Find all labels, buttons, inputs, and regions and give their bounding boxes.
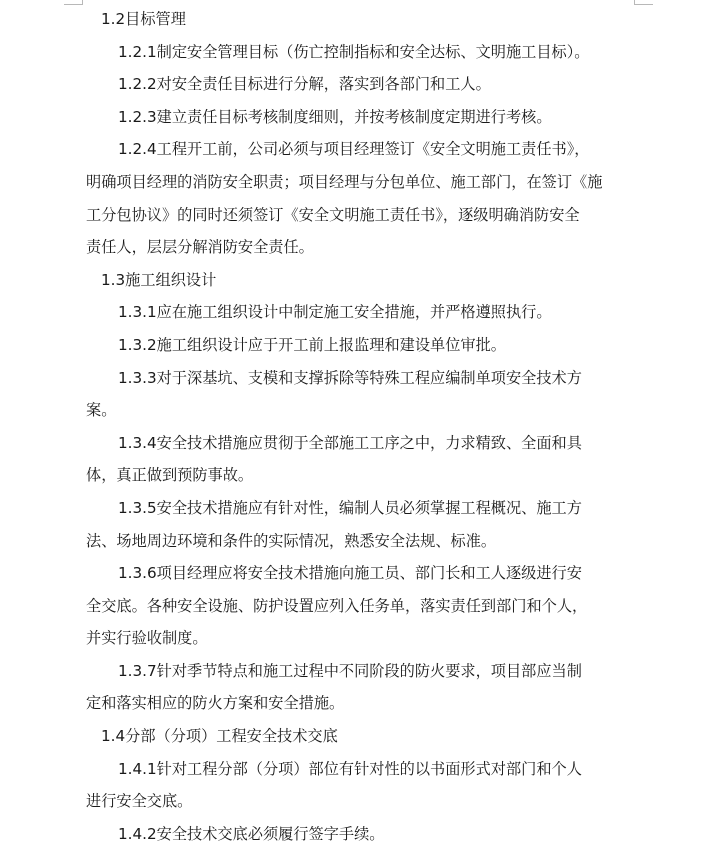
paragraph-line: 法、场地周边环境和条件的实际情况，熟悉安全法规、标准。: [86, 531, 497, 550]
paragraph-line: 1.2.3建立责任目标考核制度细则，并按考核制度定期进行考核。: [118, 107, 552, 126]
paragraph-line: 定和落实相应的防火方案和安全措施。: [86, 694, 345, 713]
paragraph-line: 责任人，层层分解消防安全责任。: [86, 238, 314, 257]
paragraph-line: 1.3.5安全技术措施应有针对性，编制人员必须掌握工程概况、施工方: [118, 498, 582, 517]
paragraph-line: 1.3.7针对季节特点和施工过程中不同阶段的防火要求，项目部应当制: [118, 661, 582, 680]
paragraph-line: 1.3.1应在施工组织设计中制定施工安全措施，并严格遵照执行。: [118, 303, 552, 322]
paragraph-line: 明确项目经理的消防安全职责；项目经理与分包单位、施工部门，在签订《施: [86, 172, 603, 191]
margin-corner-mark-right: [634, 0, 653, 5]
paragraph-line: 全交底。各种安全设施、防护设置应列入任务单，落实责任到部门和个人，: [86, 596, 588, 615]
paragraph-line: 1.3.6项目经理应将安全技术措施向施工员、部门长和工人逐级进行安: [118, 564, 582, 583]
document-body: [86, 3, 636, 850]
paragraph-line: 进行安全交底。: [86, 792, 193, 811]
section-heading: 1.4分部（分项）工程安全技术交底: [101, 727, 338, 746]
paragraph-line: 1.2.4工程开工前，公司必须与项目经理签订《安全文明施工责任书》，: [118, 140, 590, 159]
section-heading: 1.2目标管理: [101, 10, 186, 28]
paragraph-line: 1.4.2安全技术交底必须履行签字手续。: [118, 824, 385, 843]
paragraph-line: 1.2.2对安全责任目标进行分解，落实到各部门和工人。: [118, 75, 491, 94]
paragraph-line: 体，真正做到预防事故。: [86, 466, 254, 485]
paragraph-line: 1.3.2施工组织设计应于开工前上报监理和建设单位审批。: [118, 335, 506, 354]
paragraph-line: 工分包协议》的同时还须签订《安全文明施工责任书》，逐级明确消防安全: [86, 205, 580, 224]
paragraph-line: 案。: [86, 401, 117, 420]
margin-corner-mark-left: [64, 0, 83, 5]
section-heading: 1.3施工组织设计: [101, 270, 217, 289]
paragraph-line: 1.3.3对于深基坑、支模和支撑拆除等特殊工程应编制单项安全技术方: [118, 368, 582, 387]
paragraph-line: 1.2.1制定安全管理目标（伤亡控制指标和安全达标、文明施工目标）。: [118, 42, 590, 61]
paragraph-line: 1.3.4安全技术措施应贯彻于全部施工工序之中，力求精致、全面和具: [118, 433, 582, 452]
paragraph-line: 1.4.1针对工程分部（分项）部位有针对性的以书面形式对部门和个人: [118, 759, 582, 778]
paragraph-line: 并实行验收制度。: [86, 629, 208, 648]
